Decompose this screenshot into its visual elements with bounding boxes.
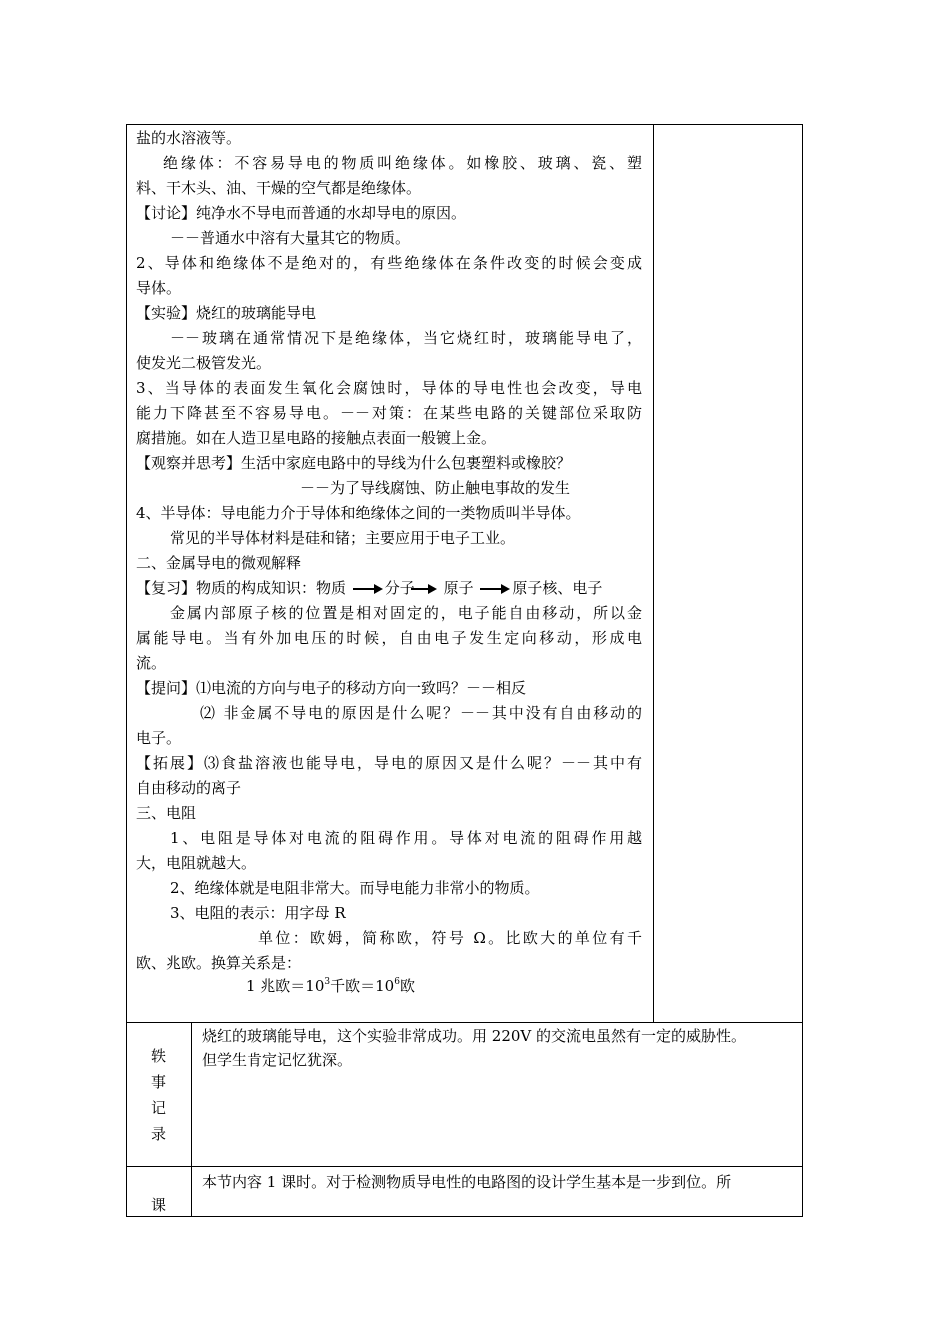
- text-line: 流。: [136, 654, 167, 672]
- text-line: 能力下降甚至不容易导电。－－对策：在某些电路的关键部位采取防: [136, 404, 642, 422]
- text-line: 【拓展】⑶食盐溶液也能导电，导电的原因又是什么呢？－－其中有: [136, 754, 642, 772]
- text-line: 2、绝缘体就是电阻非常大。而导电能力非常小的物质。: [170, 879, 540, 897]
- text-line: 2、导体和绝缘体不是绝对的，有些绝缘体在条件改变的时候会变成: [136, 254, 642, 272]
- text-span: 【复习】物质的构成知识：物质: [136, 579, 347, 597]
- text-line: 自由移动的离子: [136, 779, 242, 797]
- text-line: 3、电阻的表示：用字母 R: [170, 904, 346, 922]
- text-line: 3、当导体的表面发生氧化会腐蚀时，导体的导电性也会改变，导电: [136, 379, 642, 397]
- text-span: 千欧＝10: [330, 977, 395, 995]
- text-line: 【提问】⑴电流的方向与电子的移动方向一致吗？－－相反: [136, 679, 527, 697]
- text-line: 腐措施。如在人造卫星电路的接触点表面一般镀上金。: [136, 429, 497, 447]
- text-line: 电子。: [136, 729, 182, 747]
- label-char: 录: [150, 1125, 166, 1143]
- reflection-text: 本节内容 1 课时。对于检测物质导电性的电路图的设计学生基本是一步到位。所: [202, 1173, 732, 1191]
- label-char: 轶: [150, 1047, 166, 1065]
- text-line: [136, 578, 602, 598]
- label-char: 记: [150, 1099, 166, 1117]
- text-span: 欧: [399, 977, 415, 995]
- text-line: 单位：欧姆，简称欧，符号 Ω。比欧大的单位有千: [258, 929, 642, 947]
- arrow-right-icon: [353, 584, 383, 594]
- section-heading: 三、电阻: [136, 804, 197, 822]
- text-span: 原子: [443, 579, 474, 597]
- reflection-label: 课: [150, 1196, 166, 1214]
- formula-line: [246, 976, 415, 996]
- text-line: 大，电阻就越大。: [136, 854, 257, 872]
- arrow-right-icon: [411, 584, 437, 594]
- text-line: 金属内部原子核的位置是相对固定的，电子能自由移动，所以金: [170, 604, 642, 622]
- row-divider: [126, 1022, 803, 1023]
- arrow-right-icon: [480, 584, 510, 594]
- text-span: 1 兆欧＝10: [246, 977, 325, 995]
- column-divider: [653, 124, 654, 1023]
- text-line: 烧红的玻璃能导电，这个实验非常成功。用 220V 的交流电虽然有一定的威胁性。: [202, 1027, 747, 1045]
- text-line: 【观察并思考】生活中家庭电路中的导线为什么包裹塑料或橡胶？: [136, 454, 572, 472]
- exponent: 6: [394, 977, 400, 987]
- text-line: 但学生肯定记忆犹深。: [202, 1051, 353, 1069]
- text-line: －－玻璃在通常情况下是绝缘体，当它烧红时，玻璃能导电了，: [170, 329, 642, 347]
- text-line: －－普通水中溶有大量其它的物质。: [170, 229, 411, 247]
- text-span: 分子: [384, 579, 415, 597]
- text-line: 属能导电。当有外加电压的时候，自由电子发生定向移动，形成电: [136, 629, 642, 647]
- anecdote-label: [126, 1043, 191, 1147]
- row-divider: [126, 1166, 803, 1167]
- label-char: 事: [150, 1073, 166, 1091]
- text-line: 【讨论】纯净水不导电而普通的水却导电的原因。: [136, 204, 467, 222]
- text-line: 绝缘体：不容易导电的物质叫绝缘体。如橡胶、玻璃、瓷、塑: [163, 154, 642, 172]
- text-line: 常见的半导体材料是硅和锗；主要应用于电子工业。: [170, 529, 516, 547]
- text-span: 原子核、电子: [512, 579, 603, 597]
- label-column-divider: [191, 1022, 192, 1217]
- text-line: 盐的水溶液等。: [136, 129, 242, 147]
- anecdote-text: [202, 1024, 796, 1072]
- text-line: 1、电阻是导体对电流的阻碍作用。导体对电流的阻碍作用越: [170, 829, 642, 847]
- exponent: 3: [324, 977, 331, 987]
- text-line: 料、干木头、油、干燥的空气都是绝缘体。: [136, 179, 422, 197]
- text-line: 4、半导体：导电能力介于导体和绝缘体之间的一类物质叫半导体。: [136, 504, 581, 522]
- text-line: 使发光二极管发光。: [136, 354, 272, 372]
- text-line: 欧、兆欧。换算关系是：: [136, 954, 302, 972]
- text-line: ⑵ 非金属不导电的原因是什么呢？－－其中没有自由移动的: [200, 704, 642, 722]
- text-line: －－为了导线腐蚀、防止触电事故的发生: [300, 479, 571, 497]
- section-heading: 二、金属导电的微观解释: [136, 554, 302, 572]
- text-line: 【实验】烧红的玻璃能导电: [136, 304, 317, 322]
- text-line: 导体。: [136, 279, 182, 297]
